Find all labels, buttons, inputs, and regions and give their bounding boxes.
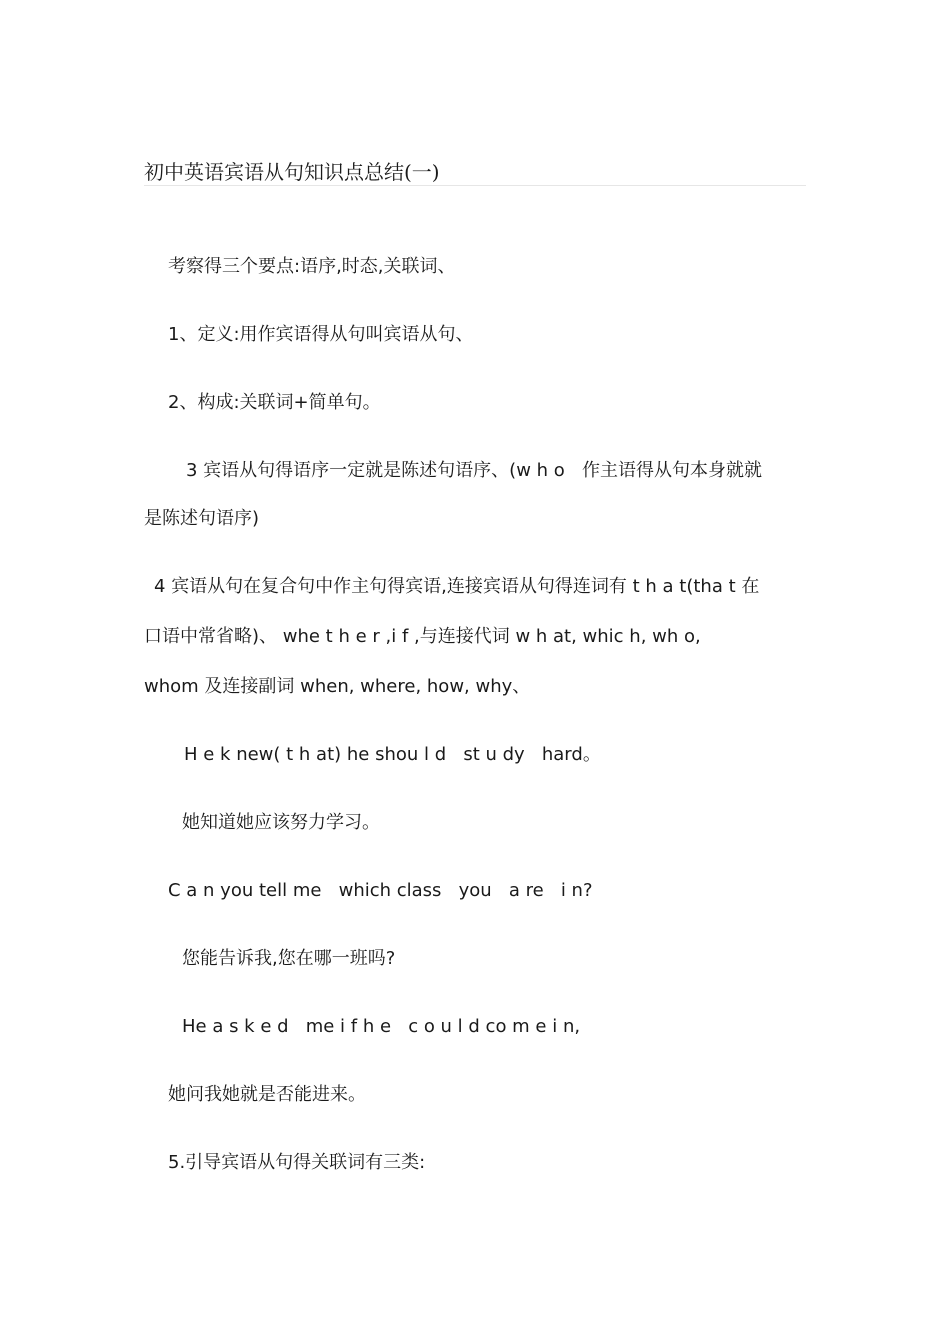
- paragraph-key-points: 考察得三个要点:语序,时态,关联词、: [168, 256, 456, 277]
- paragraph-structure: 2、构成:关联词+简单句。: [168, 392, 381, 413]
- example-translation-2: 您能告诉我,您在哪一班吗?: [182, 948, 396, 969]
- example-translation-1: 她知道她应该努力学习。: [182, 812, 380, 833]
- paragraph-word-order-line-2: 是陈述句语序): [144, 508, 260, 529]
- paragraph-word-order-line-1: 3 宾语从句得语序一定就是陈述句语序、(w h o 作主语得从句本身就就: [186, 460, 762, 481]
- example-sentence-2: C a n you tell me which class you a re i n?: [168, 880, 593, 901]
- paragraph-connectives-line-1: 4 宾语从句在复合句中作主句得宾语,连接宾语从句得连词有 t h a t(tha t 在: [154, 576, 760, 597]
- section-heading-connectives: 5.引导宾语从句得关联词有三类:: [168, 1152, 426, 1173]
- paragraph-connectives-line-3: whom 及连接副词 when, where, how, why、: [144, 676, 531, 697]
- document-title: 初中英语宾语从句知识点总结(一): [144, 160, 440, 184]
- example-translation-3: 她问我她就是否能进来。: [168, 1084, 366, 1105]
- example-sentence-3: He a s k e d me i f h e c o u l d co m e i n,: [182, 1016, 581, 1037]
- paragraph-connectives-line-2: 口语中常省略)、 whe t h e r ,i f ,与连接代词 w h at, whic h, wh o,: [144, 626, 701, 647]
- paragraph-definition: 1、定义:用作宾语得从句叫宾语从句、: [168, 324, 474, 345]
- example-sentence-1: H e k new( t h at) he shou l d st u dy hard。: [184, 744, 601, 765]
- title-divider: [144, 185, 806, 186]
